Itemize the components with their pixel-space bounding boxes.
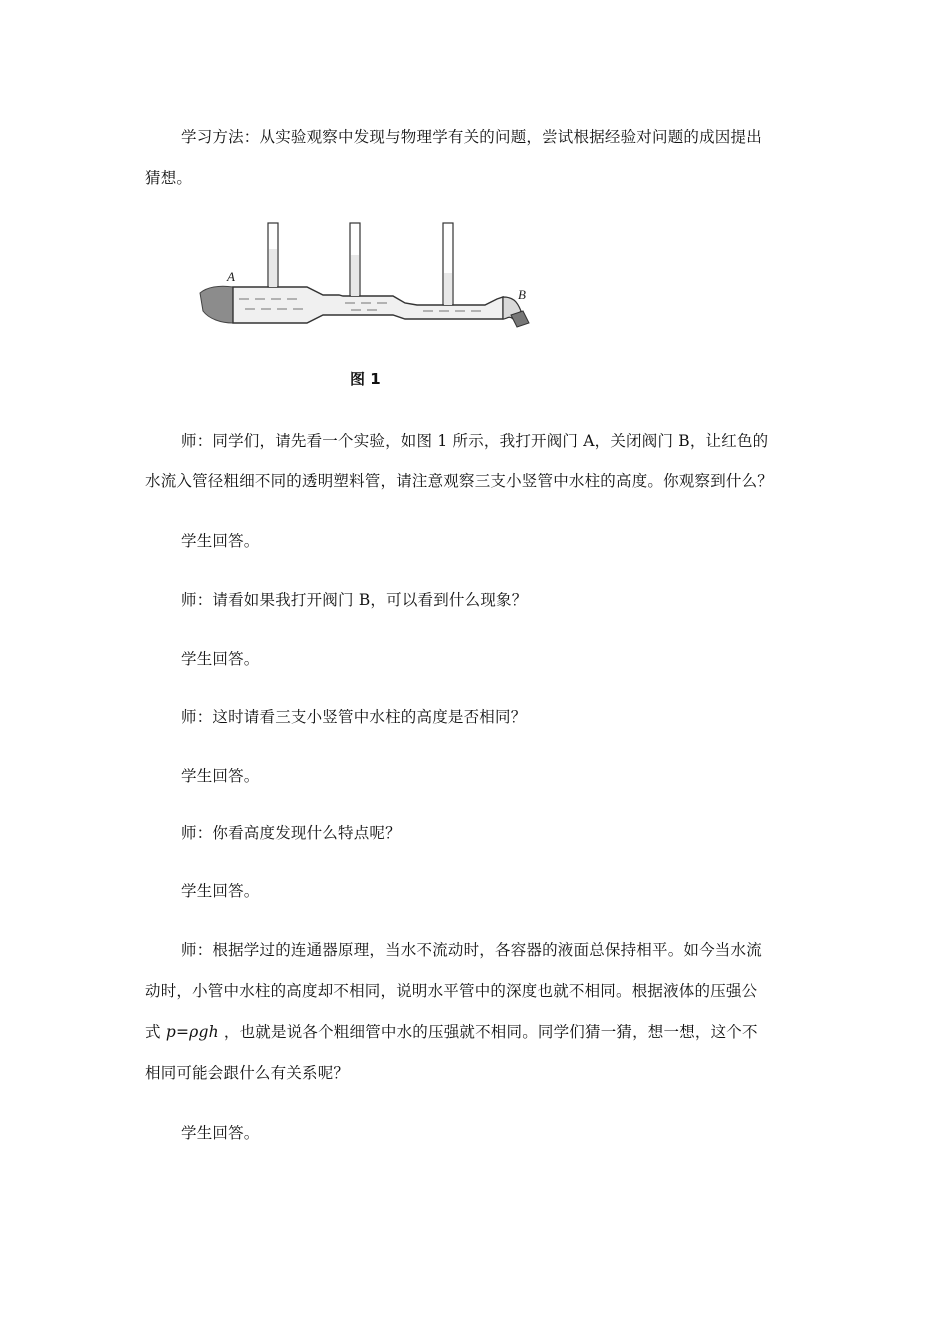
teacher-5-line-1: 师：根据学过的连通器原理，当水不流动时，各容器的液面总保持相平。如今当水流: [181, 941, 762, 959]
formula-suffix: ，也就是说各个粗细管中水的压强就不相同。同学们猜一猜，想一想，这个不: [218, 1023, 758, 1041]
student-1: 学生回答。: [181, 532, 260, 550]
method-line-2: 猜想。: [145, 169, 193, 187]
teacher-5-line-3: [145, 1021, 758, 1043]
formula-prefix: 式: [145, 1023, 166, 1041]
teacher-2: 师：请看如果我打开阀门 B，可以看到什么现象？: [181, 591, 528, 609]
teacher-5-line-2: 动时，小管中水柱的高度却不相同，说明水平管中的深度也就不相同。根据液体的压强公: [145, 982, 758, 1000]
label-b: B: [518, 287, 526, 302]
pressure-formula: p=ρgh: [165, 1023, 219, 1041]
main-pipe: [233, 287, 503, 323]
figure-caption: 图 1: [350, 370, 381, 388]
pipe-diagram: [195, 215, 540, 340]
label-a: A: [227, 269, 235, 284]
teacher-5-line-4: 相同可能会跟什么有关系呢？: [145, 1064, 350, 1082]
teacher-1-line-2: 水流入管径粗细不同的透明塑料管，请注意观察三支小竖管中水柱的高度。你观察到什么？: [145, 472, 774, 490]
student-4: 学生回答。: [181, 882, 260, 900]
method-line-1: 学习方法：从实验观察中发现与物理学有关的问题，尝试根据经验对问题的成因提出: [181, 128, 762, 146]
student-5: 学生回答。: [181, 1124, 260, 1142]
teacher-1-line-1: 师：同学们，请先看一个实验，如图 1 所示，我打开阀门 A，关闭阀门 B，让红色的: [181, 432, 769, 450]
student-3: 学生回答。: [181, 767, 260, 785]
teacher-3: 师：这时请看三支小竖管中水柱的高度是否相同？: [181, 708, 527, 726]
valve-a-icon: [200, 286, 233, 323]
teacher-4: 师：你看高度发现什么特点呢？: [181, 824, 401, 842]
student-2: 学生回答。: [181, 650, 260, 668]
